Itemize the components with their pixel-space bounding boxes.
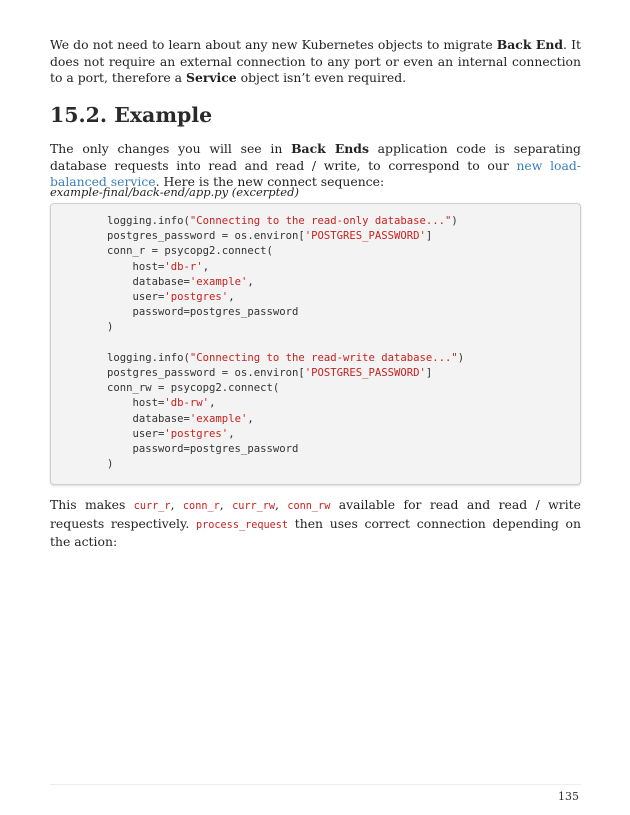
code-token: host=: [107, 260, 165, 273]
code-string: 'example': [189, 412, 248, 425]
code-line: ): [107, 458, 114, 471]
separator: ,: [219, 497, 233, 512]
code-token: ,: [228, 427, 235, 440]
changes-text: application code is separating database requests into read and read / write, to correspond to our: [50, 141, 581, 173]
code-string: "Connecting to the read-only database...": [189, 215, 452, 227]
footer-divider: [50, 784, 581, 785]
inline-code-conn-r: conn_r: [182, 501, 220, 512]
after-code-paragraph: [50, 497, 581, 551]
code-token: database=: [107, 275, 190, 288]
after-text: available for read and read / write requests respectively.: [50, 497, 581, 531]
page-number: 135: [558, 790, 579, 803]
changes-text: The only changes you will see in: [50, 141, 292, 156]
intro-paragraph: [50, 37, 581, 87]
code-token: ,: [247, 412, 254, 425]
changes-paragraph: [50, 141, 581, 191]
inline-code-curr-r: curr_r: [133, 501, 171, 512]
code-token: ,: [202, 260, 210, 273]
inline-code-process-request: process_request: [196, 519, 289, 531]
intro-text: . It does not require an external connection to any port or even an internal connection to a port, therefore a: [50, 37, 581, 86]
code-string: 'POSTGRES_PASSWORD': [304, 230, 426, 243]
code-string: 'postgres': [164, 291, 229, 304]
code-line: password=postgres_password: [107, 443, 299, 456]
separator: ,: [170, 497, 183, 512]
code-token: database=: [107, 412, 190, 425]
after-text: This makes: [50, 497, 134, 512]
section-heading: 15.2. Example: [50, 103, 213, 127]
intro-text: object isn’t even required.: [236, 70, 407, 86]
code-caption: example-final/back-end/app.py (excerpted): [50, 185, 299, 199]
code-string: "Connecting to the read-write database...": [189, 351, 458, 364]
code-block: [50, 203, 581, 485]
code-string: 'example': [189, 275, 248, 288]
after-text: then uses correct connection depending on the action:: [50, 515, 581, 550]
code-token: ]: [425, 230, 433, 243]
code-token: user=: [107, 427, 165, 440]
code-token: user=: [107, 291, 165, 304]
code-token: ,: [228, 291, 235, 304]
code-token: ,: [209, 397, 216, 410]
term-service: Service: [186, 70, 237, 86]
inline-code-conn-rw: conn_rw: [287, 501, 331, 512]
code-string: 'db-r': [164, 260, 203, 273]
inline-code-curr-rw: curr_rw: [232, 501, 276, 512]
code-listing: [107, 214, 464, 472]
code-string: 'POSTGRES_PASSWORD': [304, 367, 426, 380]
term-back-end: Back End: [496, 37, 564, 52]
code-token: postgres_password = os.environ[: [107, 367, 305, 380]
load-balanced-service-link[interactable]: new load-balanced service: [50, 157, 581, 190]
code-line: conn_r = psycopg2.connect(: [107, 245, 273, 258]
intro-text: We do not need to learn about any new Kubernetes objects to migrate: [50, 37, 497, 52]
code-line: password=postgres_password: [107, 306, 299, 319]
code-token: logging.info(: [107, 215, 190, 227]
code-token: ): [451, 215, 458, 227]
code-string: 'postgres': [164, 427, 229, 440]
code-token: ,: [247, 275, 254, 288]
code-token: ]: [425, 367, 433, 380]
separator: ,: [275, 497, 288, 512]
term-back-ends: Back Ends: [291, 141, 369, 156]
code-token: ): [457, 351, 465, 364]
code-token: logging.info(: [107, 351, 190, 364]
changes-text: . Here is the new connect sequence:: [155, 174, 385, 190]
code-line: ): [107, 321, 114, 334]
code-token: postgres_password = os.environ[: [107, 230, 305, 243]
code-line: conn_rw = psycopg2.connect(: [107, 382, 280, 395]
code-string: 'db-rw': [164, 397, 210, 410]
code-token: host=: [107, 397, 165, 410]
